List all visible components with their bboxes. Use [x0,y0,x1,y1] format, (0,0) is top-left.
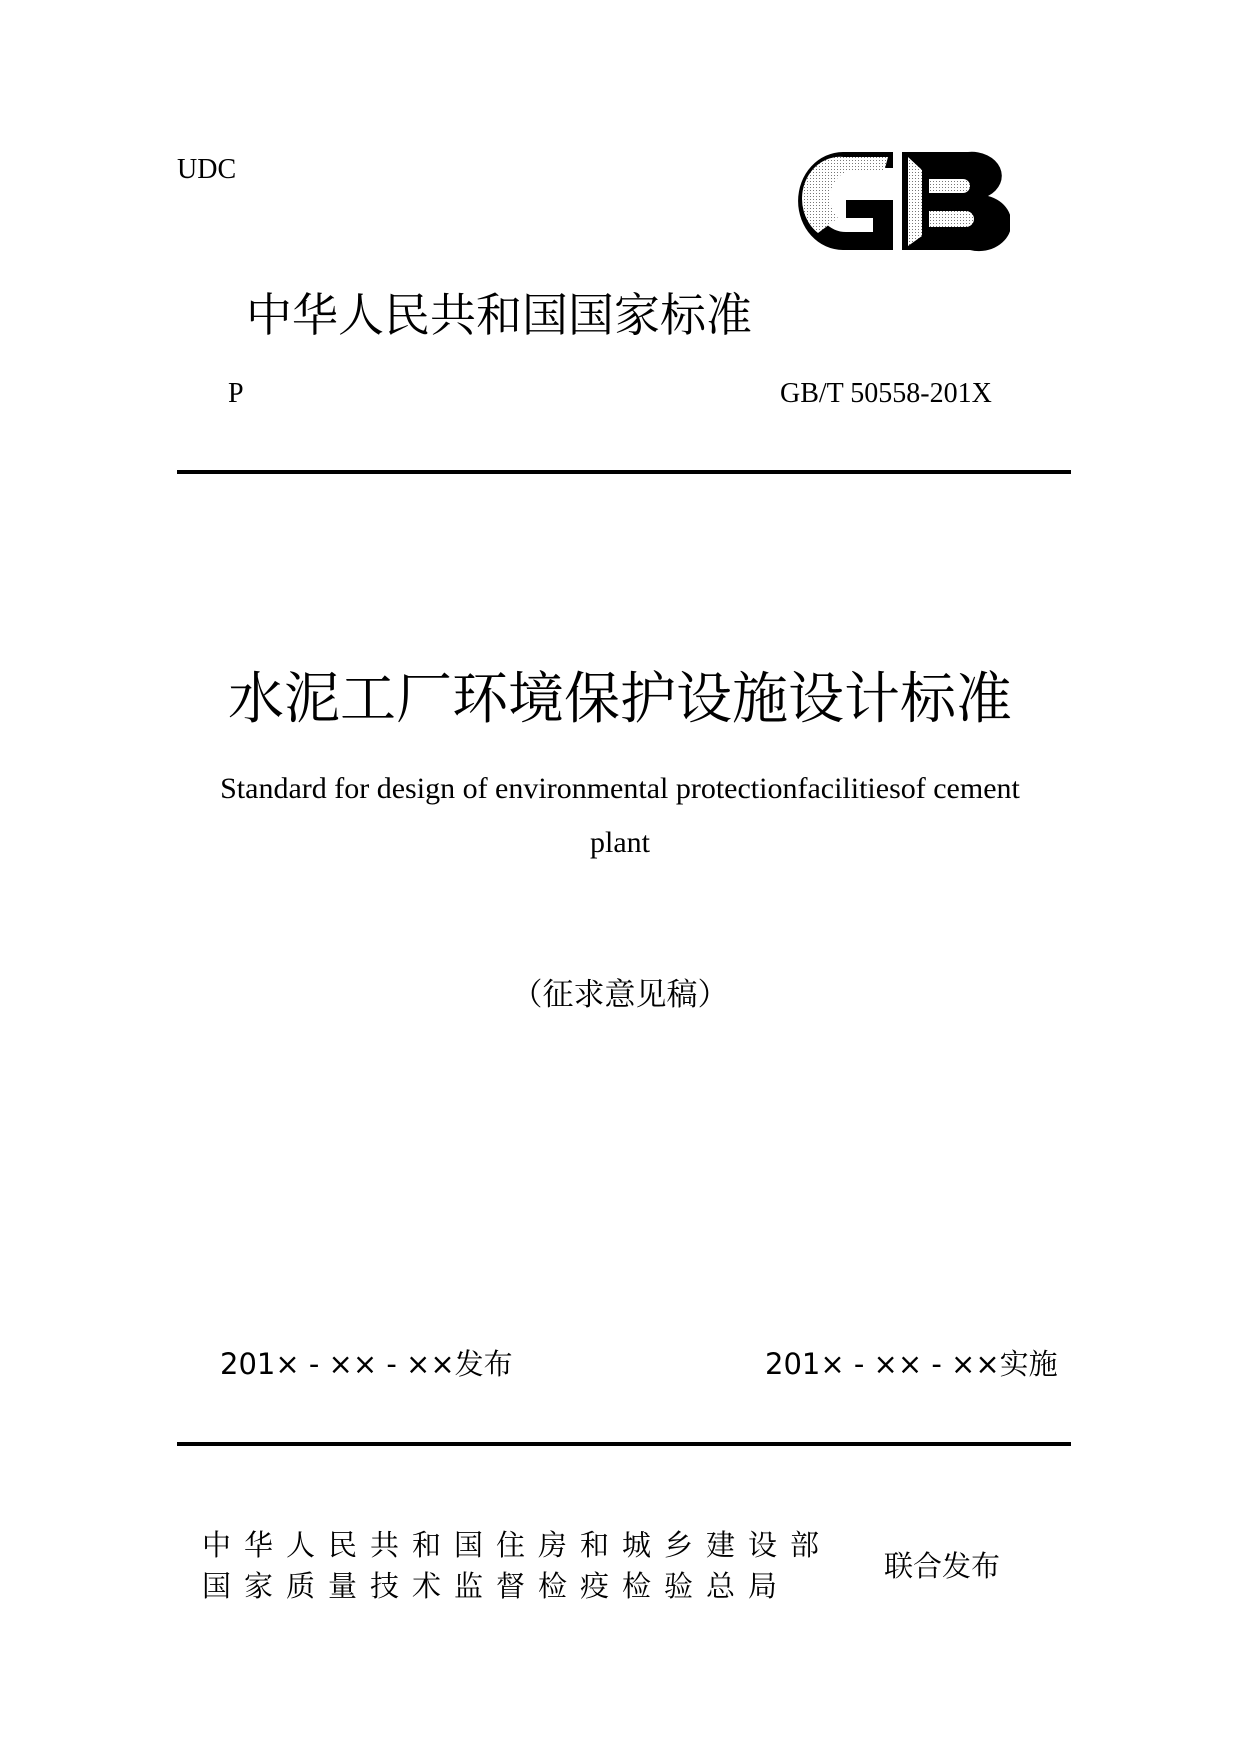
udc-label: UDC [177,154,237,185]
category-code: P [228,378,244,409]
top-divider [177,470,1071,474]
issuer-quality-bureau: 国家质量技术监督检疫检验总局 [202,1569,791,1603]
english-title-line1: Standard for design of environmental protectionfacilitiesof cement [220,772,1020,805]
draft-status: （征求意见稿） [511,977,729,1013]
english-title-line2: plant [590,826,650,859]
standard-number: GB/T 50558-201X [780,378,992,409]
issuer-ministry: 中华人民共和国住房和城乡建设部 [202,1528,833,1562]
implementation-date: 201× - ×× - ××实施 [765,1347,1058,1381]
national-standard-heading: 中华人民共和国国家标准 [246,288,752,342]
joint-issue-label: 联合发布 [884,1549,1001,1583]
gb-logo [798,148,1010,254]
document-title: 水泥工厂环境保护设施设计标准 [228,667,1012,732]
issue-date: 201× - ×× - ××发布 [220,1347,513,1381]
bottom-divider [177,1442,1071,1446]
